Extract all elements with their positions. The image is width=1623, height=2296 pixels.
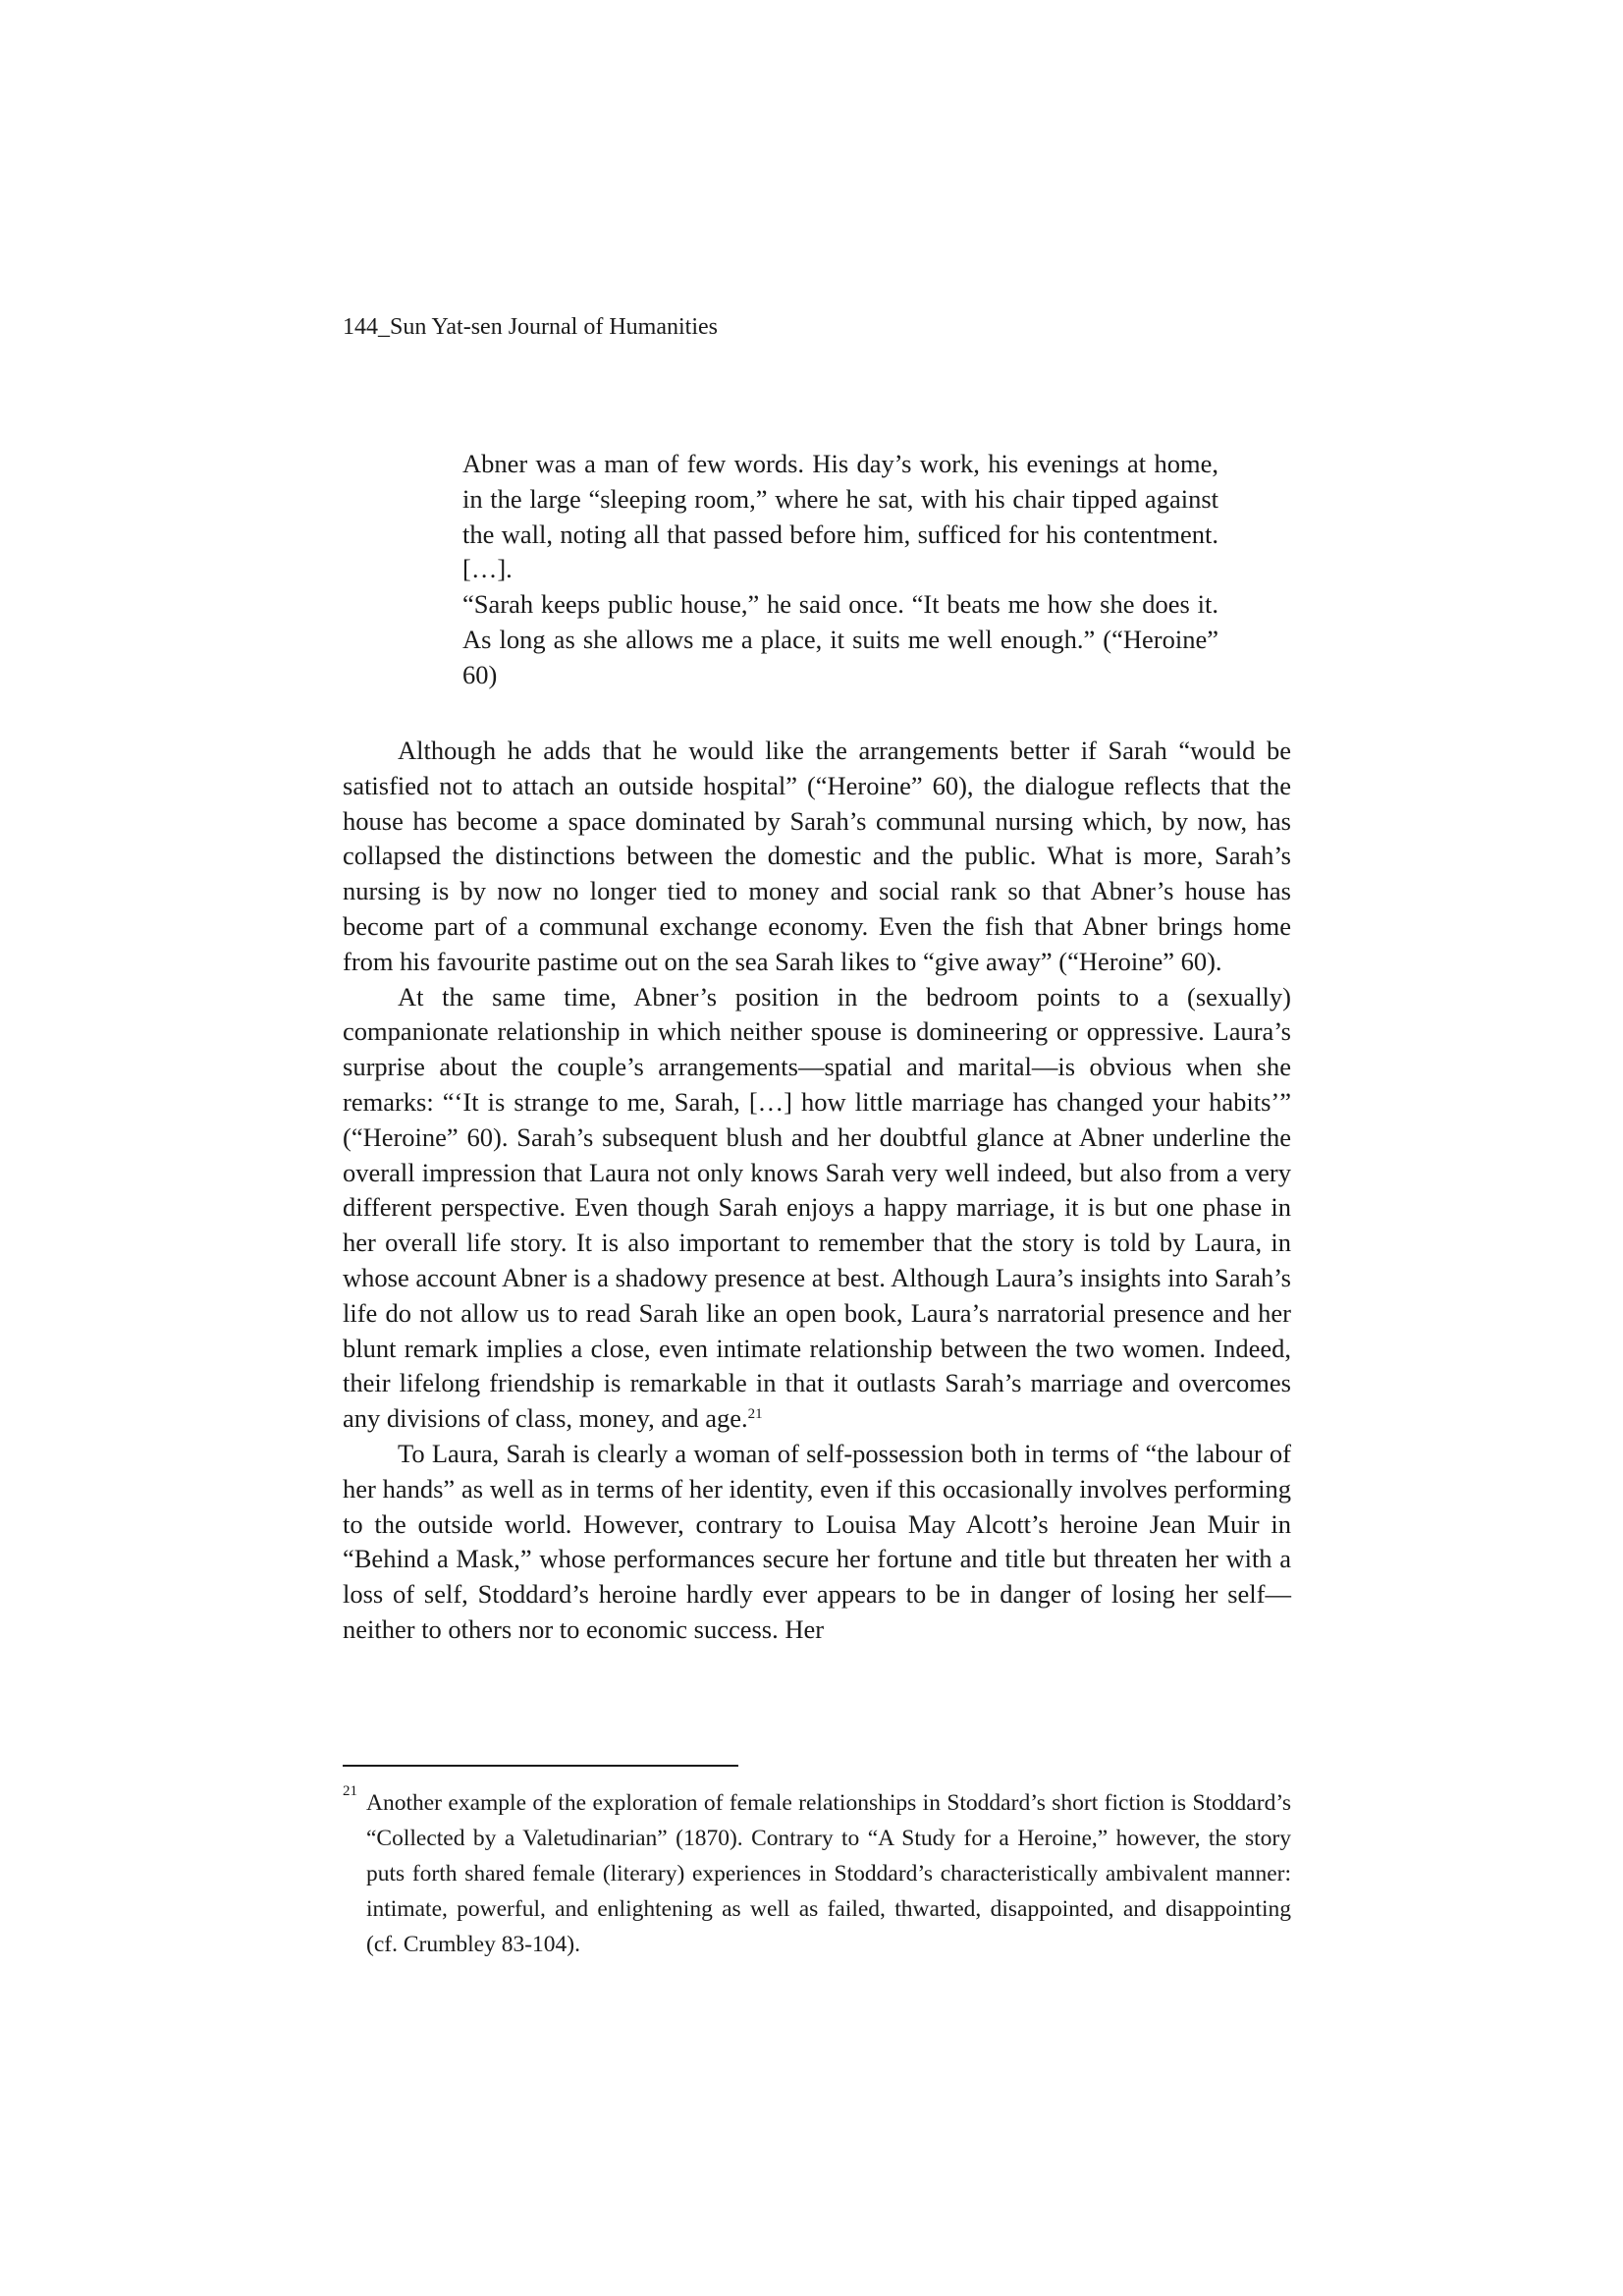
footnote-reference[interactable]: 21 bbox=[747, 1406, 763, 1423]
body-paragraph bbox=[343, 734, 1291, 980]
footnote-number: 21 bbox=[343, 1783, 357, 1799]
paragraph-text: To Laura, Sarah is clearly a woman of self-possession both in terms of “the labour of her hands” as well as in terms of her identity, even if this occasionally involves performing to the outside world. However, contrary to Louisa May Alcott’s heroine Jean Muir in “Behind a Mask,” whose performances secure her fortune and title but threaten her with a loss of self, Stoddard’s heroine hardly ever appears to be in danger of losing her self—neither to others nor to economic success. Her bbox=[343, 1438, 1291, 1644]
block-quote-paragraph: Abner was a man of few words. His day’s work, his evenings at home, in the large “sleeping room,” where he sat, with his chair tipped against the wall, noting all that passed before him, sufficed for his contentment. […]. bbox=[462, 449, 1218, 584]
paragraph-text: At the same time, Abner’s position in the bedroom points to a (sexually) companionate relationship in which neither spouse is domineering or oppressive. Laura’s surprise about the couple’s arrangements—spatial and marital—is obvious when she remarks: “‘It is strange to me, Sarah, […] how little marriage has changed your habits’” (“Heroine” 60). Sarah’s subsequent blush and her doubtful glance at Abner underline the overall impression that Laura not only knows Sarah very well indeed, but also from a very different perspective. Even though Sarah enjoys a happy marriage, it is but one phase in her overall life story. It is also important to remember that the story is told by Laura, in whose account Abner is a shadowy presence at best. Although Laura’s insights into Sarah’s life do not allow us to read Sarah like an open book, Laura’s narratorial presence and her blunt remark implies a close, even intimate relationship between the two women. Indeed, their lifelong friendship is remarkable in that it outlasts Sarah’s marriage and overcomes any divisions of class, money, and age. bbox=[343, 981, 1291, 1434]
body-paragraph bbox=[343, 980, 1291, 1437]
block-quote bbox=[462, 447, 1218, 693]
footnote-divider bbox=[343, 1765, 738, 1767]
footnote bbox=[343, 1783, 1291, 1962]
block-quote-paragraph: “Sarah keeps public house,” he said once. “It beats me how she does it. As long as she allows me a place, it suits me well enough.” (“Heroine” 60) bbox=[462, 589, 1218, 689]
body-text bbox=[343, 734, 1291, 1648]
running-header: 144_Sun Yat-sen Journal of Humanities bbox=[343, 314, 718, 340]
body-paragraph bbox=[343, 1437, 1291, 1648]
paragraph-text: Although he adds that he would like the arrangements better if Sarah “would be satisfied not to attach an outside hospital” (“Heroine” 60), the dialogue reflects that the house has become a space dominated by Sarah’s communal nursing which, by now, has collapsed the distinctions between the domestic and the public. What is more, Sarah’s nursing is by now no longer tied to money and social rank so that Abner’s house has become part of a communal exchange economy. Even the fish that Abner brings home from his favourite pastime out on the sea Sarah likes to “give away” (“Heroine” 60). bbox=[343, 736, 1291, 976]
footnote-text: Another example of the exploration of female relationships in Stoddard’s short fiction is Stoddard’s “Collected by a Valetudinarian” (1870). Contrary to “A Study for a Heroine,” however, the story puts forth shared female (literary) experiences in Stoddard’s characteristically ambivalent manner: intimate, powerful, and enlightening as well as failed, thwarted, disappointed, and disappointing (cf. Crumbley 83-104). bbox=[366, 1790, 1291, 1957]
